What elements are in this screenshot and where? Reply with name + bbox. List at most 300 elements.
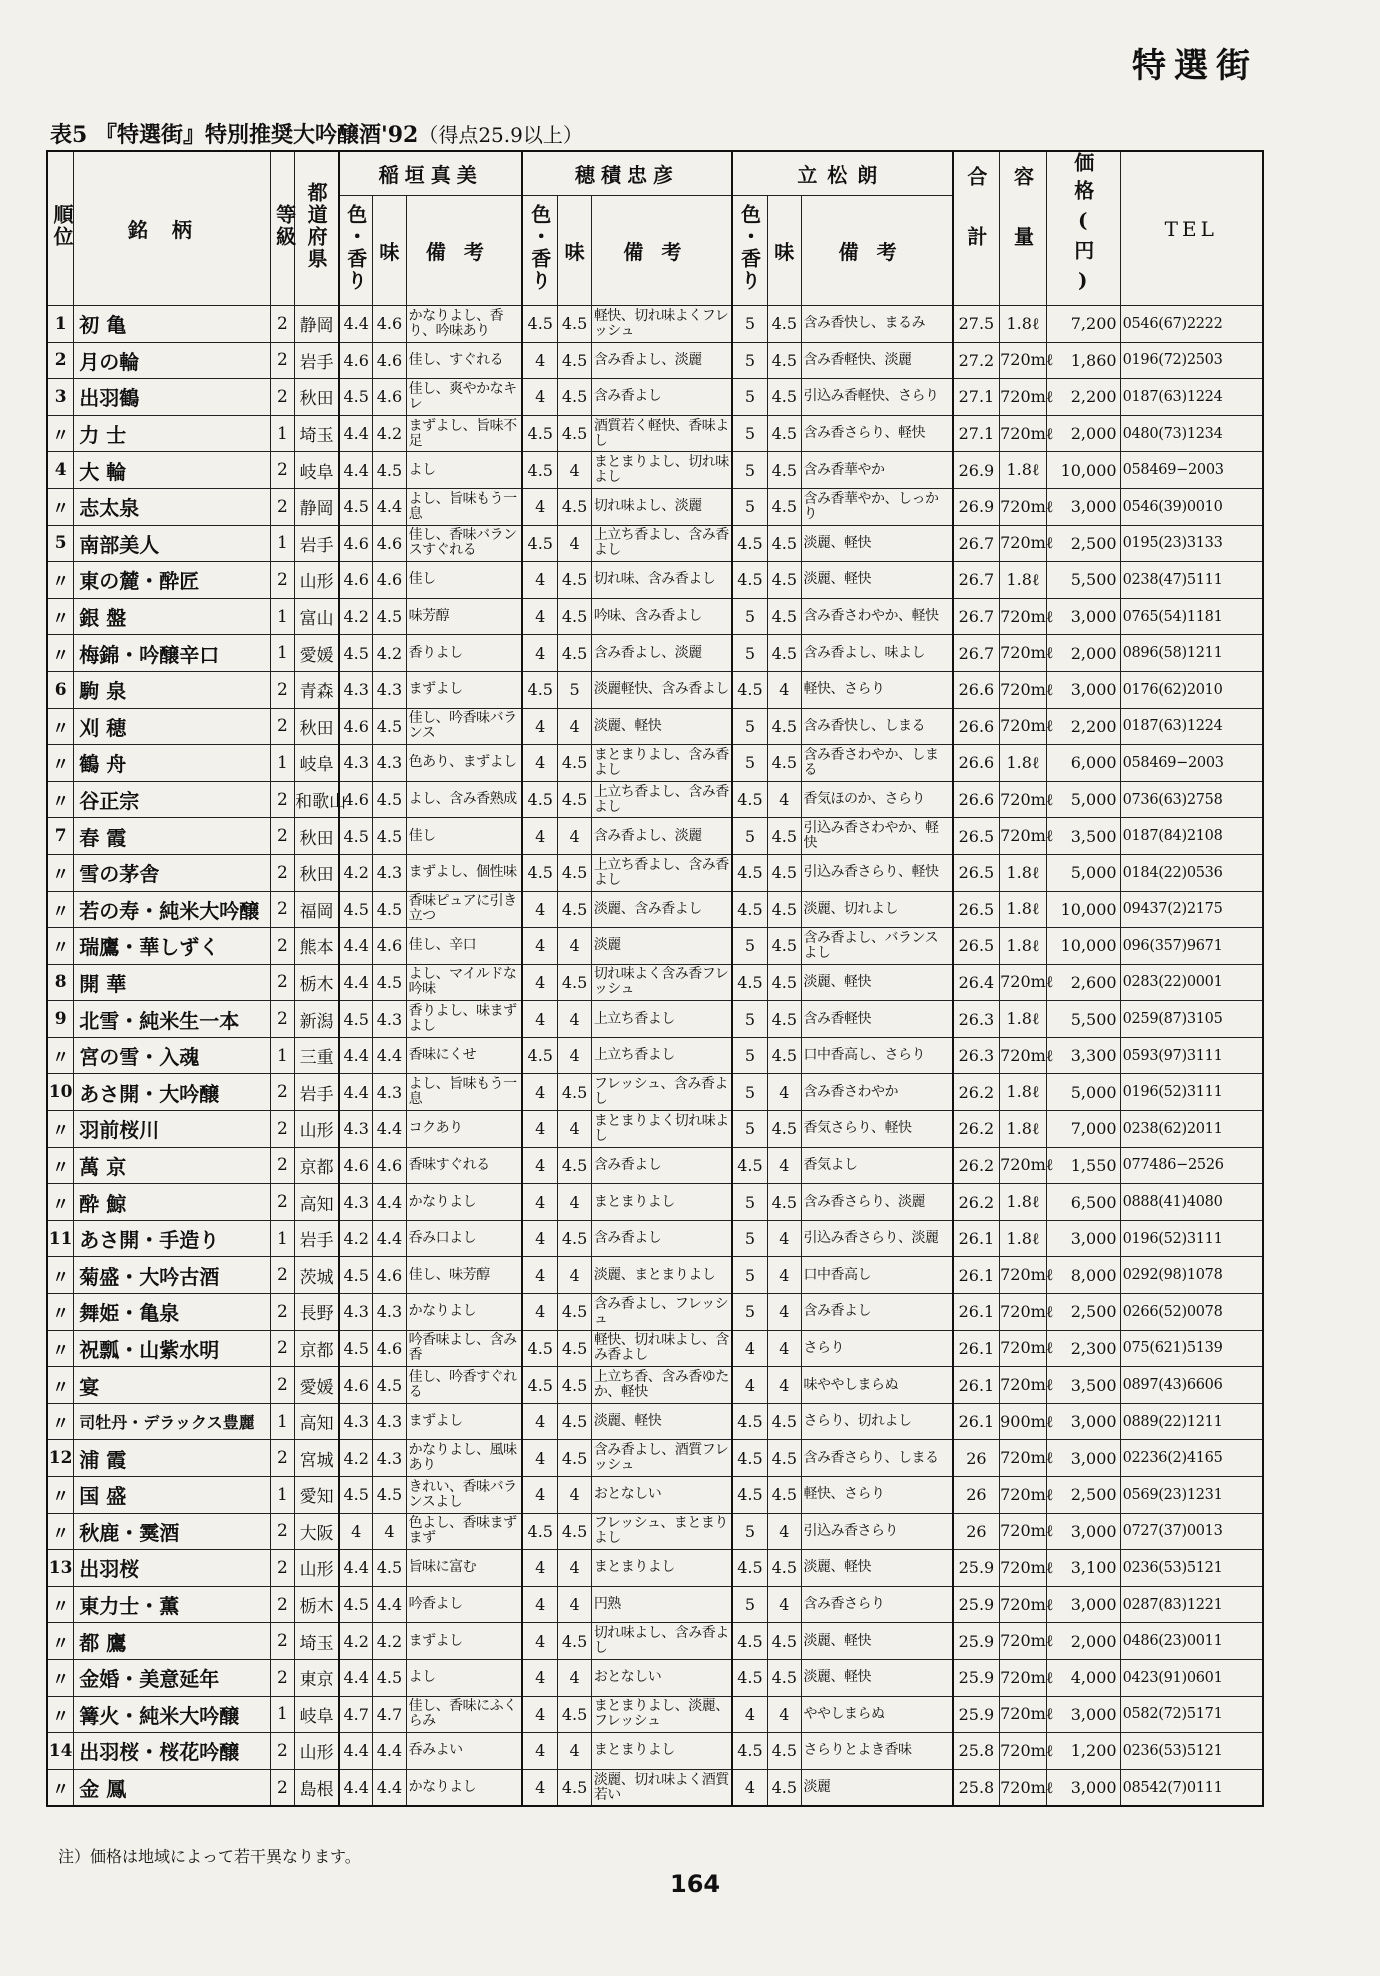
grade-cell: 2 bbox=[270, 854, 295, 891]
price-cell: 3,000 bbox=[1046, 671, 1120, 708]
grade-cell: 2 bbox=[270, 781, 295, 818]
j1-taste-cell: 4.4 bbox=[373, 1769, 406, 1806]
header-j3-notes: 備考 bbox=[801, 195, 953, 305]
table-row bbox=[47, 1147, 1263, 1184]
price-cell: 2,300 bbox=[1046, 1330, 1120, 1367]
j3-color-aroma-cell: 5 bbox=[732, 379, 768, 416]
j3-taste-cell: 4.5 bbox=[768, 488, 801, 525]
page-number: 164 bbox=[670, 1870, 721, 1898]
j3-notes-cell: 淡麗、切れよし bbox=[801, 891, 953, 928]
tel-cell: 0727(37)0013 bbox=[1120, 1513, 1263, 1550]
j3-color-aroma-cell: 4.5 bbox=[732, 1147, 768, 1184]
prefecture-cell: 秋田 bbox=[295, 854, 340, 891]
j1-color-aroma-cell: 4.3 bbox=[339, 1403, 372, 1440]
j1-color-aroma-cell: 4.5 bbox=[339, 635, 372, 672]
j3-taste-cell: 4.5 bbox=[768, 1403, 801, 1440]
tel-cell: 0184(22)0536 bbox=[1120, 854, 1263, 891]
price-cell: 2,500 bbox=[1046, 1294, 1120, 1331]
prefecture-cell: 静岡 bbox=[295, 488, 340, 525]
j3-taste-cell: 4 bbox=[768, 1696, 801, 1733]
tel-cell: 0196(52)3111 bbox=[1120, 1074, 1263, 1111]
volume-cell: 720mℓ bbox=[1000, 1586, 1047, 1623]
price-cell: 6,500 bbox=[1046, 1184, 1120, 1221]
rank-cell: 8 bbox=[47, 964, 74, 1001]
j3-notes-cell: 軽快、さらり bbox=[801, 671, 953, 708]
j1-taste-cell: 4.7 bbox=[373, 1696, 406, 1733]
j1-taste-cell: 4.5 bbox=[373, 1659, 406, 1696]
tel-cell: 0266(52)0078 bbox=[1120, 1294, 1263, 1331]
table-row bbox=[47, 1659, 1263, 1696]
tel-cell: 0546(39)0010 bbox=[1120, 488, 1263, 525]
j3-taste-cell: 4.5 bbox=[768, 452, 801, 489]
j1-notes-cell: 色あり、まずよし bbox=[406, 745, 522, 782]
price-cell: 10,000 bbox=[1046, 928, 1120, 965]
prefecture-cell: 三重 bbox=[295, 1037, 340, 1074]
grade-cell: 2 bbox=[270, 1659, 295, 1696]
total-cell: 26.1 bbox=[953, 1403, 1000, 1440]
prefecture-cell: 熊本 bbox=[295, 928, 340, 965]
volume-cell: 720mℓ bbox=[1000, 379, 1047, 416]
total-cell: 25.9 bbox=[953, 1550, 1000, 1587]
total-cell: 27.2 bbox=[953, 342, 1000, 379]
j2-color-aroma-cell: 4.5 bbox=[522, 1330, 558, 1367]
j1-taste-cell: 4.6 bbox=[373, 342, 406, 379]
j3-taste-cell: 4 bbox=[768, 1586, 801, 1623]
j2-taste-cell: 4.5 bbox=[558, 964, 591, 1001]
j1-color-aroma-cell: 4.2 bbox=[339, 1440, 372, 1477]
total-cell: 26.5 bbox=[953, 854, 1000, 891]
prefecture-cell: 岩手 bbox=[295, 342, 340, 379]
j1-taste-cell: 4.2 bbox=[373, 415, 406, 452]
j1-color-aroma-cell: 4.2 bbox=[339, 854, 372, 891]
j1-notes-cell: かなりよし bbox=[406, 1769, 522, 1806]
j3-color-aroma-cell: 4.5 bbox=[732, 671, 768, 708]
j2-notes-cell: 軽快、切れ味よし、含み香よし bbox=[591, 1330, 732, 1367]
j1-notes-cell: 佳し bbox=[406, 562, 522, 599]
j3-notes-cell: 含み香快し、しまる bbox=[801, 708, 953, 745]
prefecture-cell: 秋田 bbox=[295, 818, 340, 855]
j1-color-aroma-cell: 4.2 bbox=[339, 598, 372, 635]
volume-cell: 1.8ℓ bbox=[1000, 306, 1047, 343]
j2-color-aroma-cell: 4.5 bbox=[522, 1037, 558, 1074]
grade-cell: 2 bbox=[270, 928, 295, 965]
volume-cell: 720mℓ bbox=[1000, 708, 1047, 745]
j3-taste-cell: 4.5 bbox=[768, 1477, 801, 1514]
j3-color-aroma-cell: 5 bbox=[732, 708, 768, 745]
j2-notes-cell: 含み香よし、フレッシュ bbox=[591, 1294, 732, 1331]
j2-color-aroma-cell: 4 bbox=[522, 964, 558, 1001]
price-cell: 3,000 bbox=[1046, 1586, 1120, 1623]
header-j2-color-aroma: 色・香り bbox=[522, 195, 558, 305]
j1-notes-cell: 佳し、吟香すぐれる bbox=[406, 1367, 522, 1404]
brand-cell: 刈 穂 bbox=[74, 708, 270, 745]
j2-color-aroma-cell: 4 bbox=[522, 1074, 558, 1111]
brand-cell: 志太泉 bbox=[74, 488, 270, 525]
tel-cell: 0593(97)3111 bbox=[1120, 1037, 1263, 1074]
j3-color-aroma-cell: 4 bbox=[732, 1367, 768, 1404]
price-cell: 8,000 bbox=[1046, 1257, 1120, 1294]
rank-cell: 〃 bbox=[47, 1403, 74, 1440]
brand-cell: 出羽桜・桜花吟醸 bbox=[74, 1733, 270, 1770]
price-cell: 10,000 bbox=[1046, 452, 1120, 489]
table-body bbox=[47, 306, 1263, 1807]
brand-cell: 南部美人 bbox=[74, 525, 270, 562]
j3-notes-cell: 淡麗 bbox=[801, 1769, 953, 1806]
volume-cell: 720mℓ bbox=[1000, 1147, 1047, 1184]
j3-notes-cell: 含み香軽快 bbox=[801, 1001, 953, 1038]
j3-notes-cell: ややしまらぬ bbox=[801, 1696, 953, 1733]
j2-notes-cell: おとなしい bbox=[591, 1659, 732, 1696]
j1-color-aroma-cell: 4.4 bbox=[339, 1550, 372, 1587]
j2-taste-cell: 4.5 bbox=[558, 745, 591, 782]
table-row bbox=[47, 818, 1263, 855]
tel-cell: 0889(22)1211 bbox=[1120, 1403, 1263, 1440]
brand-cell: 谷正宗 bbox=[74, 781, 270, 818]
j1-notes-cell: まずよし、個性味 bbox=[406, 854, 522, 891]
price-cell: 2,600 bbox=[1046, 964, 1120, 1001]
grade-cell: 1 bbox=[270, 635, 295, 672]
table-row bbox=[47, 306, 1263, 343]
j2-taste-cell: 4 bbox=[558, 818, 591, 855]
tel-cell: 0287(83)1221 bbox=[1120, 1586, 1263, 1623]
rank-cell: 9 bbox=[47, 1001, 74, 1038]
j1-color-aroma-cell: 4.4 bbox=[339, 1074, 372, 1111]
grade-cell: 1 bbox=[270, 745, 295, 782]
price-cell: 1,550 bbox=[1046, 1147, 1120, 1184]
brand-cell: 酔 鯨 bbox=[74, 1184, 270, 1221]
grade-cell: 2 bbox=[270, 306, 295, 343]
j3-taste-cell: 4.5 bbox=[768, 1733, 801, 1770]
volume-cell: 720mℓ bbox=[1000, 1733, 1047, 1770]
j3-taste-cell: 4 bbox=[768, 1257, 801, 1294]
j2-color-aroma-cell: 4 bbox=[522, 598, 558, 635]
j1-notes-cell: まずよし、旨味不足 bbox=[406, 415, 522, 452]
volume-cell: 720mℓ bbox=[1000, 1513, 1047, 1550]
j1-taste-cell: 4.3 bbox=[373, 1001, 406, 1038]
table-row bbox=[47, 1623, 1263, 1660]
j1-taste-cell: 4.3 bbox=[373, 854, 406, 891]
j2-color-aroma-cell: 4.5 bbox=[522, 525, 558, 562]
rank-cell: 〃 bbox=[47, 708, 74, 745]
j1-taste-cell: 4.5 bbox=[373, 818, 406, 855]
price-cell: 2,500 bbox=[1046, 525, 1120, 562]
j1-taste-cell: 4.5 bbox=[373, 964, 406, 1001]
brand-cell: 菊盛・大吟古酒 bbox=[74, 1257, 270, 1294]
j2-color-aroma-cell: 4.5 bbox=[522, 415, 558, 452]
total-cell: 26.5 bbox=[953, 818, 1000, 855]
volume-cell: 1.8ℓ bbox=[1000, 745, 1047, 782]
total-cell: 26.5 bbox=[953, 928, 1000, 965]
j3-taste-cell: 4.5 bbox=[768, 964, 801, 1001]
grade-cell: 2 bbox=[270, 488, 295, 525]
header-tel: TEL bbox=[1120, 151, 1263, 306]
j1-color-aroma-cell: 4.4 bbox=[339, 1769, 372, 1806]
j2-taste-cell: 4 bbox=[558, 1001, 591, 1038]
sake-ranking-table bbox=[46, 150, 1264, 1807]
j2-taste-cell: 4.5 bbox=[558, 854, 591, 891]
j1-color-aroma-cell: 4.5 bbox=[339, 1001, 372, 1038]
j1-notes-cell: まずよし bbox=[406, 671, 522, 708]
j2-color-aroma-cell: 4 bbox=[522, 1659, 558, 1696]
j3-color-aroma-cell: 4.5 bbox=[732, 1550, 768, 1587]
brand-cell: 宮の雪・入魂 bbox=[74, 1037, 270, 1074]
total-cell: 26.2 bbox=[953, 1111, 1000, 1148]
tel-cell: 0480(73)1234 bbox=[1120, 415, 1263, 452]
rank-cell: 〃 bbox=[47, 1696, 74, 1733]
j3-color-aroma-cell: 4.5 bbox=[732, 1733, 768, 1770]
j2-notes-cell: 含み香よし、淡麗 bbox=[591, 635, 732, 672]
table-row bbox=[47, 488, 1263, 525]
j3-taste-cell: 4.5 bbox=[768, 708, 801, 745]
tel-cell: 0765(54)1181 bbox=[1120, 598, 1263, 635]
j3-notes-cell: 含み香華やか bbox=[801, 452, 953, 489]
table-row bbox=[47, 1001, 1263, 1038]
price-cell: 3,500 bbox=[1046, 818, 1120, 855]
total-cell: 26.4 bbox=[953, 964, 1000, 1001]
j3-color-aroma-cell: 5 bbox=[732, 928, 768, 965]
j1-taste-cell: 4.3 bbox=[373, 745, 406, 782]
j1-color-aroma-cell: 4.2 bbox=[339, 1220, 372, 1257]
volume-cell: 720mℓ bbox=[1000, 1037, 1047, 1074]
j3-taste-cell: 4 bbox=[768, 1367, 801, 1404]
j2-notes-cell: 円熟 bbox=[591, 1586, 732, 1623]
j3-taste-cell: 4.5 bbox=[768, 745, 801, 782]
j2-taste-cell: 4.5 bbox=[558, 562, 591, 599]
brand-cell: 初 亀 bbox=[74, 306, 270, 343]
j2-color-aroma-cell: 4 bbox=[522, 342, 558, 379]
j1-taste-cell: 4.5 bbox=[373, 598, 406, 635]
header-j1-color-aroma: 色・香り bbox=[339, 195, 372, 305]
prefecture-cell: 島根 bbox=[295, 1769, 340, 1806]
prefecture-cell: 愛媛 bbox=[295, 1367, 340, 1404]
j2-taste-cell: 4.5 bbox=[558, 415, 591, 452]
j3-taste-cell: 4.5 bbox=[768, 1769, 801, 1806]
rank-cell: 〃 bbox=[47, 891, 74, 928]
brand-cell: 大 輪 bbox=[74, 452, 270, 489]
j3-color-aroma-cell: 5 bbox=[732, 488, 768, 525]
prefecture-cell: 和歌山 bbox=[295, 781, 340, 818]
volume-cell: 720mℓ bbox=[1000, 635, 1047, 672]
volume-cell: 720mℓ bbox=[1000, 964, 1047, 1001]
total-cell: 27.1 bbox=[953, 379, 1000, 416]
tel-cell: 096(357)9671 bbox=[1120, 928, 1263, 965]
brand-cell: 出羽鶴 bbox=[74, 379, 270, 416]
j1-taste-cell: 4.3 bbox=[373, 1074, 406, 1111]
j3-color-aroma-cell: 4.5 bbox=[732, 1623, 768, 1660]
rank-cell: 〃 bbox=[47, 1147, 74, 1184]
j3-taste-cell: 4.5 bbox=[768, 891, 801, 928]
price-cell: 3,000 bbox=[1046, 488, 1120, 525]
grade-cell: 2 bbox=[270, 1294, 295, 1331]
rank-cell: 〃 bbox=[47, 1586, 74, 1623]
j3-notes-cell: 香気よし bbox=[801, 1147, 953, 1184]
grade-cell: 2 bbox=[270, 452, 295, 489]
total-cell: 27.5 bbox=[953, 306, 1000, 343]
total-cell: 26.1 bbox=[953, 1220, 1000, 1257]
j2-taste-cell: 4.5 bbox=[558, 1513, 591, 1550]
table-row bbox=[47, 452, 1263, 489]
j3-taste-cell: 4.5 bbox=[768, 1184, 801, 1221]
j1-color-aroma-cell: 4.6 bbox=[339, 1147, 372, 1184]
j2-color-aroma-cell: 4 bbox=[522, 1184, 558, 1221]
header-price: 価格(円) bbox=[1046, 151, 1120, 306]
table-row bbox=[47, 745, 1263, 782]
total-cell: 26.2 bbox=[953, 1074, 1000, 1111]
table-row bbox=[47, 1440, 1263, 1477]
j2-notes-cell: まとまりよし、切れ味よし bbox=[591, 452, 732, 489]
header-total: 合計 bbox=[953, 151, 1000, 306]
j3-color-aroma-cell: 4.5 bbox=[732, 1440, 768, 1477]
brand-cell: 金婚・美意延年 bbox=[74, 1659, 270, 1696]
j1-notes-cell: 呑み口よし bbox=[406, 1220, 522, 1257]
volume-cell: 1.8ℓ bbox=[1000, 1001, 1047, 1038]
j3-color-aroma-cell: 5 bbox=[732, 415, 768, 452]
j3-taste-cell: 4.5 bbox=[768, 525, 801, 562]
prefecture-cell: 愛媛 bbox=[295, 635, 340, 672]
volume-cell: 720mℓ bbox=[1000, 525, 1047, 562]
price-cell: 10,000 bbox=[1046, 891, 1120, 928]
j3-notes-cell: 含み香軽快、淡麗 bbox=[801, 342, 953, 379]
j3-notes-cell: 含み香さわやか、軽快 bbox=[801, 598, 953, 635]
prefecture-cell: 高知 bbox=[295, 1403, 340, 1440]
brand-cell: 国 盛 bbox=[74, 1477, 270, 1514]
j3-notes-cell: さらりとよき香味 bbox=[801, 1733, 953, 1770]
tel-cell: 0736(63)2758 bbox=[1120, 781, 1263, 818]
j3-taste-cell: 4 bbox=[768, 1074, 801, 1111]
j2-taste-cell: 4 bbox=[558, 708, 591, 745]
j1-color-aroma-cell: 4.4 bbox=[339, 964, 372, 1001]
grade-cell: 2 bbox=[270, 1440, 295, 1477]
rank-cell: 〃 bbox=[47, 1623, 74, 1660]
total-cell: 26.2 bbox=[953, 1184, 1000, 1221]
volume-cell: 720mℓ bbox=[1000, 1550, 1047, 1587]
j1-color-aroma-cell: 4.5 bbox=[339, 1477, 372, 1514]
j2-taste-cell: 4.5 bbox=[558, 1440, 591, 1477]
j1-color-aroma-cell: 4.5 bbox=[339, 379, 372, 416]
j1-notes-cell: 旨味に富む bbox=[406, 1550, 522, 1587]
j1-notes-cell: かなりよし bbox=[406, 1184, 522, 1221]
tel-cell: 08542(7)0111 bbox=[1120, 1769, 1263, 1806]
rank-cell: 〃 bbox=[47, 562, 74, 599]
j2-color-aroma-cell: 4 bbox=[522, 1111, 558, 1148]
price-cell: 2,200 bbox=[1046, 708, 1120, 745]
j1-taste-cell: 4.6 bbox=[373, 1257, 406, 1294]
table-row bbox=[47, 781, 1263, 818]
brand-cell: 舞姫・亀泉 bbox=[74, 1294, 270, 1331]
prefecture-cell: 大阪 bbox=[295, 1513, 340, 1550]
header-brand: 銘柄 bbox=[74, 151, 270, 306]
j3-color-aroma-cell: 4.5 bbox=[732, 854, 768, 891]
total-cell: 26.9 bbox=[953, 452, 1000, 489]
j2-notes-cell: 切れ味、含み香よし bbox=[591, 562, 732, 599]
rank-cell: 〃 bbox=[47, 781, 74, 818]
j2-notes-cell: 上立ち香よし、含み香よし bbox=[591, 781, 732, 818]
j3-color-aroma-cell: 5 bbox=[732, 1220, 768, 1257]
total-cell: 26.7 bbox=[953, 525, 1000, 562]
j2-notes-cell: 含み香よし bbox=[591, 1147, 732, 1184]
table-row bbox=[47, 854, 1263, 891]
j3-color-aroma-cell: 5 bbox=[732, 745, 768, 782]
prefecture-cell: 愛知 bbox=[295, 1477, 340, 1514]
j2-notes-cell: 含み香よし bbox=[591, 1220, 732, 1257]
j3-taste-cell: 4.5 bbox=[768, 1111, 801, 1148]
j3-taste-cell: 4.5 bbox=[768, 1623, 801, 1660]
j1-taste-cell: 4.3 bbox=[373, 1440, 406, 1477]
j2-color-aroma-cell: 4.5 bbox=[522, 671, 558, 708]
j3-notes-cell: 引込み香さらり、軽快 bbox=[801, 854, 953, 891]
j3-notes-cell: 含み香さわやか、しまる bbox=[801, 745, 953, 782]
caption-main: 表5 『特選街』特別推奨大吟醸酒'92 bbox=[50, 122, 419, 148]
j2-taste-cell: 4.5 bbox=[558, 1769, 591, 1806]
j3-notes-cell: 含み香さらり bbox=[801, 1586, 953, 1623]
brand-cell: 金 鳳 bbox=[74, 1769, 270, 1806]
total-cell: 26.1 bbox=[953, 1330, 1000, 1367]
volume-cell: 1.8ℓ bbox=[1000, 928, 1047, 965]
j1-taste-cell: 4.4 bbox=[373, 1184, 406, 1221]
price-cell: 7,200 bbox=[1046, 306, 1120, 343]
j3-notes-cell: さらり、切れよし bbox=[801, 1403, 953, 1440]
j2-color-aroma-cell: 4 bbox=[522, 1733, 558, 1770]
j3-taste-cell: 4.5 bbox=[768, 854, 801, 891]
tel-cell: 0187(63)1224 bbox=[1120, 379, 1263, 416]
j2-color-aroma-cell: 4 bbox=[522, 562, 558, 599]
j1-notes-cell: かなりよし、香り、吟味あり bbox=[406, 306, 522, 343]
j3-color-aroma-cell: 4 bbox=[732, 1330, 768, 1367]
rank-cell: 〃 bbox=[47, 1367, 74, 1404]
j2-taste-cell: 4.5 bbox=[558, 1294, 591, 1331]
tel-cell: 0187(63)1224 bbox=[1120, 708, 1263, 745]
j2-color-aroma-cell: 4 bbox=[522, 1550, 558, 1587]
tel-cell: 0888(41)4080 bbox=[1120, 1184, 1263, 1221]
rank-cell: 〃 bbox=[47, 635, 74, 672]
j1-notes-cell: まずよし bbox=[406, 1403, 522, 1440]
j3-color-aroma-cell: 4.5 bbox=[732, 562, 768, 599]
j1-notes-cell: よし、含み香熟成 bbox=[406, 781, 522, 818]
header-rank: 順位 bbox=[47, 151, 74, 306]
tel-cell: 0195(23)3133 bbox=[1120, 525, 1263, 562]
j2-color-aroma-cell: 4 bbox=[522, 1403, 558, 1440]
j3-taste-cell: 4 bbox=[768, 781, 801, 818]
j3-notes-cell: 口中香高し bbox=[801, 1257, 953, 1294]
grade-cell: 1 bbox=[270, 1220, 295, 1257]
j3-notes-cell: 淡麗、軽快 bbox=[801, 964, 953, 1001]
grade-cell: 2 bbox=[270, 708, 295, 745]
j1-taste-cell: 4.4 bbox=[373, 1111, 406, 1148]
j1-notes-cell: 佳し、味芳醇 bbox=[406, 1257, 522, 1294]
j1-taste-cell: 4.3 bbox=[373, 1403, 406, 1440]
price-cell: 5,500 bbox=[1046, 1001, 1120, 1038]
j3-notes-cell: さらり bbox=[801, 1330, 953, 1367]
j1-notes-cell: よし、旨味もう一息 bbox=[406, 488, 522, 525]
grade-cell: 2 bbox=[270, 562, 295, 599]
j1-color-aroma-cell: 4.3 bbox=[339, 1294, 372, 1331]
j3-color-aroma-cell: 5 bbox=[732, 1001, 768, 1038]
j1-taste-cell: 4.2 bbox=[373, 635, 406, 672]
j2-taste-cell: 4.5 bbox=[558, 1696, 591, 1733]
j1-notes-cell: 香味にくせ bbox=[406, 1037, 522, 1074]
rank-cell: 〃 bbox=[47, 415, 74, 452]
j2-taste-cell: 4.5 bbox=[558, 1367, 591, 1404]
table-row bbox=[47, 928, 1263, 965]
j1-taste-cell: 4.3 bbox=[373, 671, 406, 708]
j3-color-aroma-cell: 5 bbox=[732, 598, 768, 635]
header-grade: 等級 bbox=[270, 151, 295, 306]
total-cell: 26 bbox=[953, 1477, 1000, 1514]
prefecture-cell: 福岡 bbox=[295, 891, 340, 928]
total-cell: 27.1 bbox=[953, 415, 1000, 452]
j1-notes-cell: 香りよし bbox=[406, 635, 522, 672]
j1-color-aroma-cell: 4.4 bbox=[339, 1037, 372, 1074]
